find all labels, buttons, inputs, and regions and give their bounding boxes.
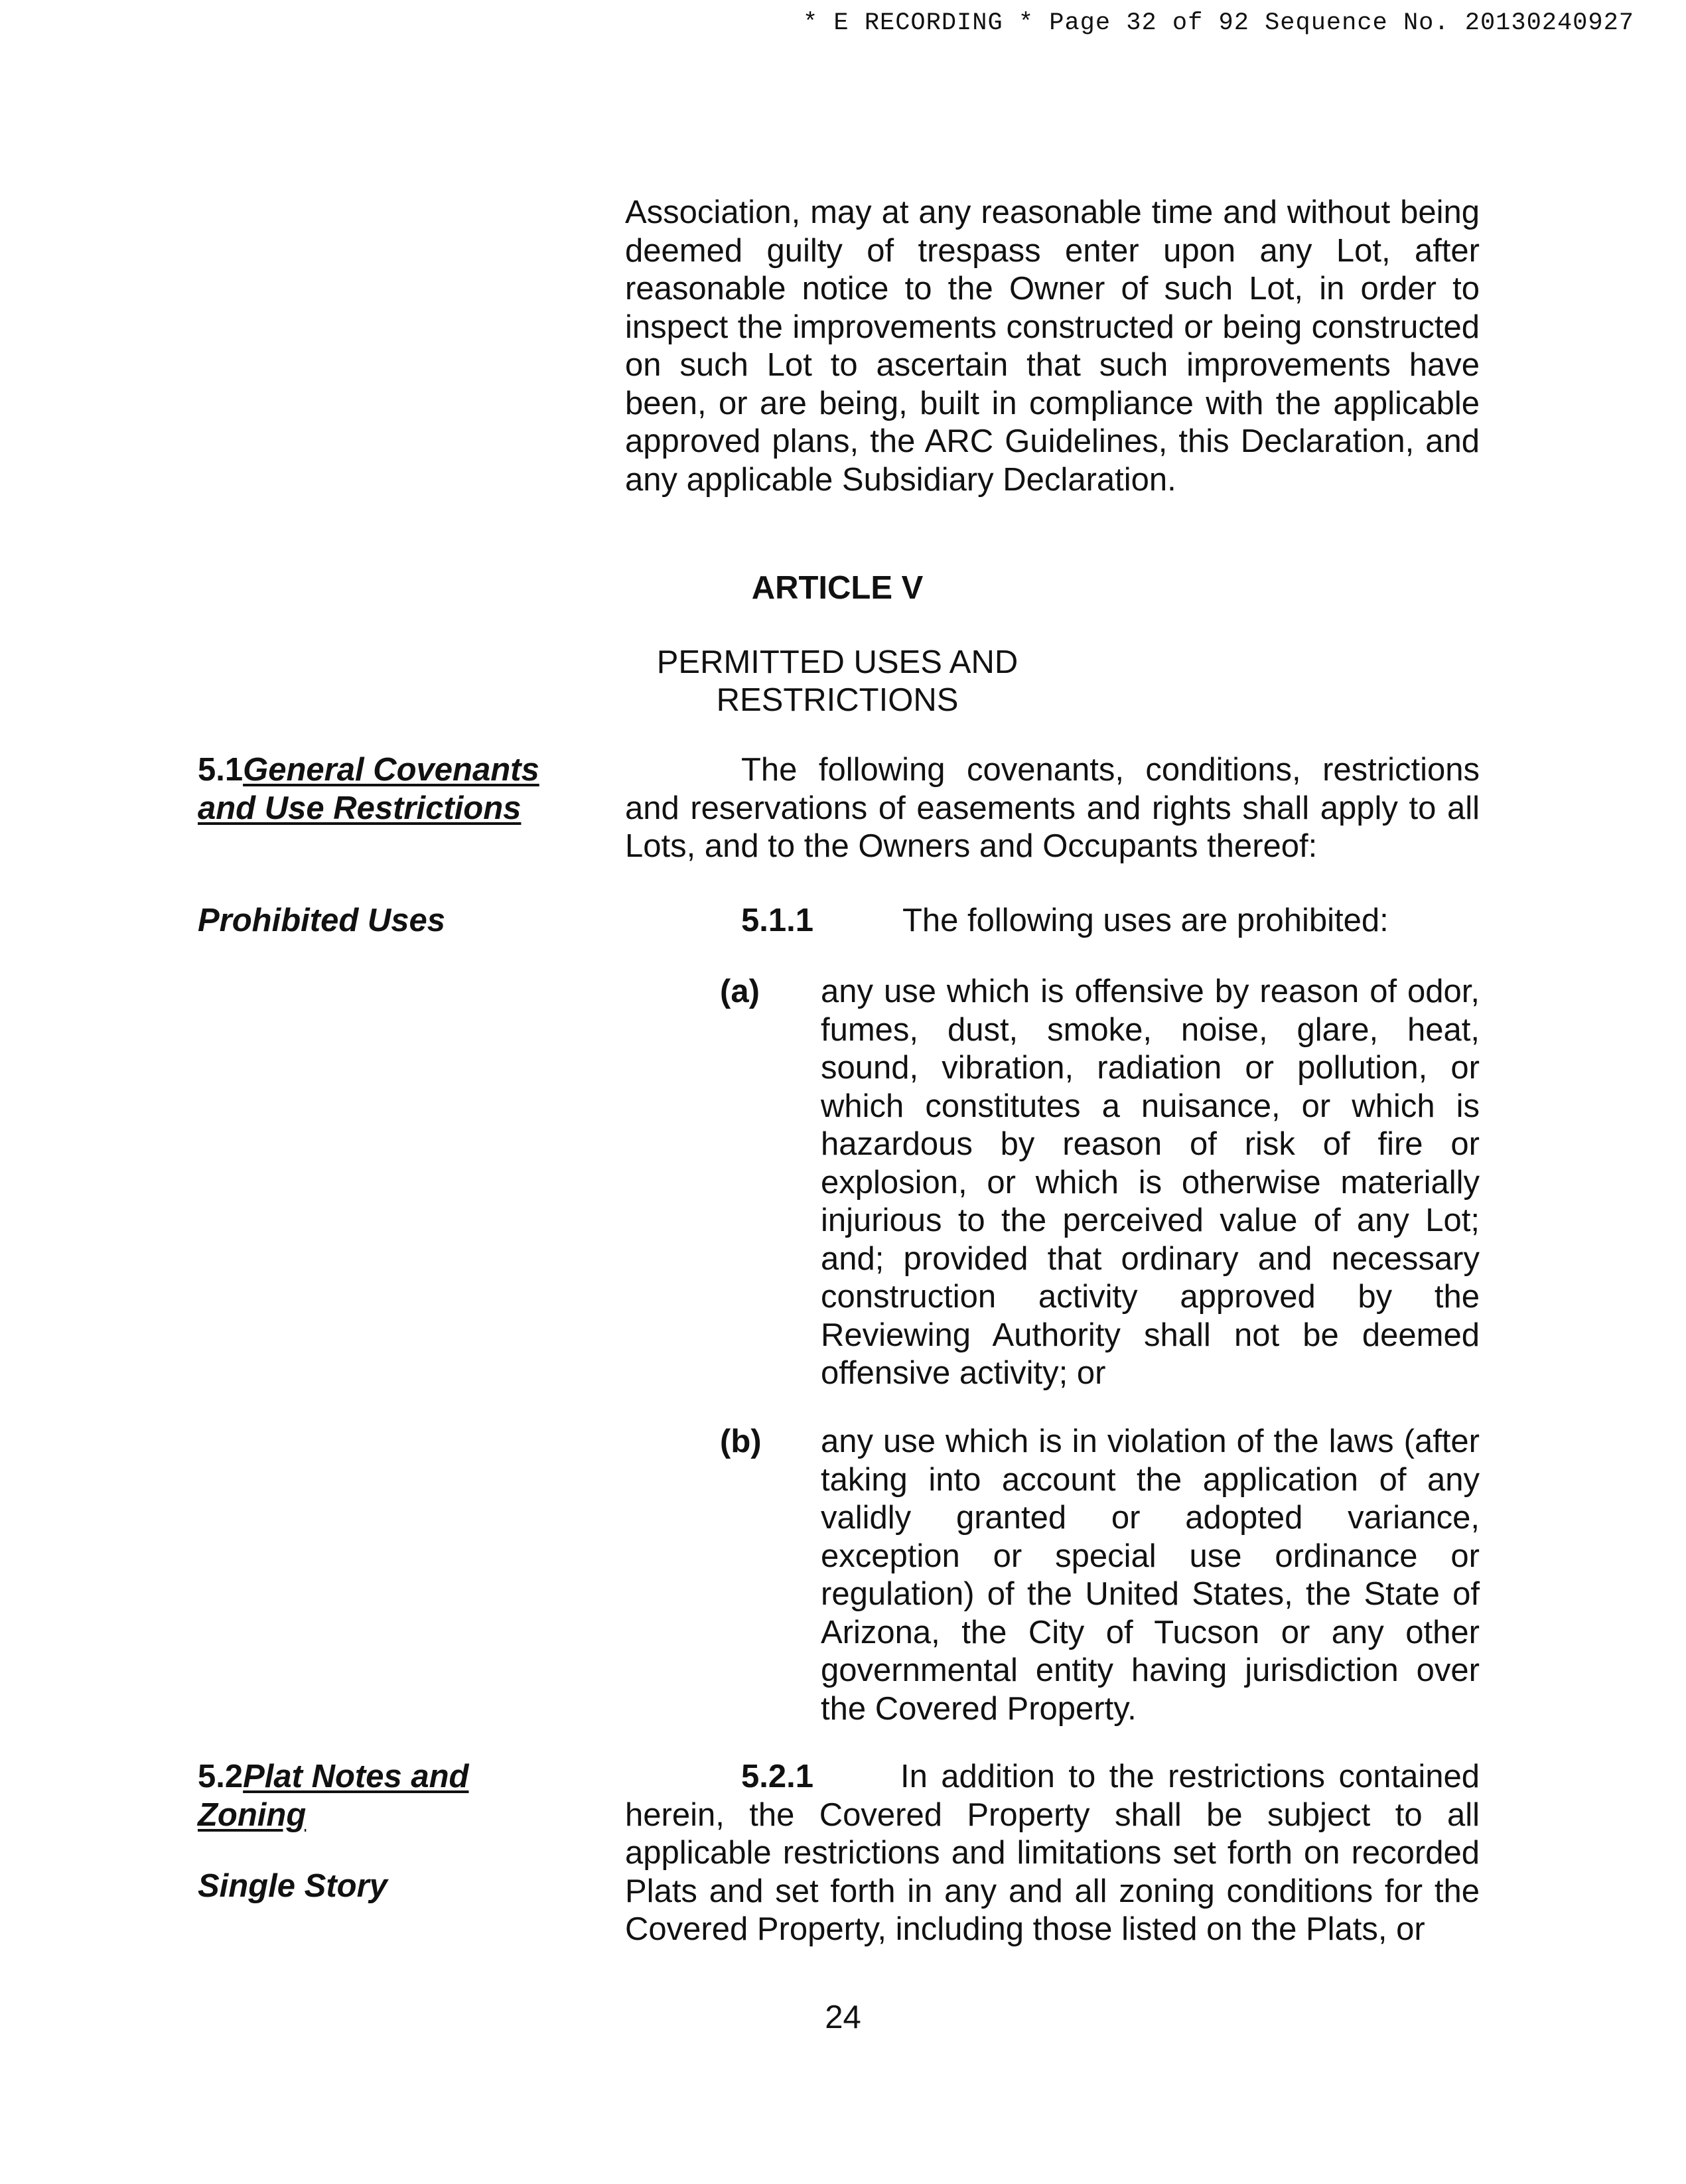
article-title-line1: PERMITTED USES AND xyxy=(656,644,1019,680)
article-number: ARTICLE V xyxy=(751,570,924,606)
section-5-2-1-paragraph xyxy=(625,1758,1480,1949)
continuation-paragraph: Association, may at any reasonable time and without being deemed guilty of trespass enter upon any Lot, after reasonable notice to the Owner of such Lot, in order to inspect the improvements constructed or being constructed on such Lot to ascertain that such improvements have been, or are being, built in compliance with the applicable approved plans, the ARC Guidelines, this Declaration, and any applicable Subsidiary Declaration. xyxy=(625,194,1480,498)
section-5-2-1-text: In addition to the restrictions contained herein, the Covered Property shall be subject to all applicable restrictions and limitations set forth on recorded Plats and set forth in any and all zoning conditions for the Covered Property, including those listed on the Plats, or xyxy=(625,1759,1480,1947)
article-title-line2: RESTRICTIONS xyxy=(716,682,959,718)
item-b-label: (b) xyxy=(720,1423,762,1459)
section-5-1-number: 5.1 xyxy=(198,752,244,788)
item-a-label: (a) xyxy=(720,974,760,1009)
section-5-1-paragraph xyxy=(625,751,1480,866)
section-5-1-paragraph-text: The following covenants, conditions, restrictions and reservations of easements and rights shall apply to all Lots, and to the Owners and Occupants thereof: xyxy=(625,752,1480,864)
page-number: 24 xyxy=(825,2000,861,2035)
section-5-1-1-number: 5.1.1 xyxy=(741,903,813,938)
recording-header: * E RECORDING * Page 32 of 92 Sequence No. 20130240927 xyxy=(803,9,1634,37)
section-5-2-heading-line2: Zoning xyxy=(198,1796,307,1833)
section-5-2-number: 5.2 xyxy=(198,1759,244,1794)
section-5-2-heading xyxy=(198,1758,569,1834)
section-5-1-heading-line1: General Covenants xyxy=(243,752,539,788)
section-5-1-heading xyxy=(198,751,569,828)
item-b-text: any use which is in violation of the laws (after taking into account the application of any validly granted or adopted variance, exception or special use ordinance or regulation) of the United States, the State of Arizona, the City of Tucson or any other governmental entity having jurisdiction over the Covered Property. xyxy=(821,1423,1480,1727)
section-5-2-heading-line1: Plat Notes and xyxy=(243,1759,469,1794)
section-5-1-heading-line2: and Use Restrictions xyxy=(198,790,522,826)
section-5-1-1-intro: The following uses are prohibited: xyxy=(902,903,1389,938)
section-5-2-1-number: 5.2.1 xyxy=(741,1759,813,1794)
item-a-text: any use which is offensive by reason of odor, fumes, dust, smoke, noise, glare, heat, sound, vibration, radiation or pollution, or which constitutes a nuisance, or which is hazardous by reason of risk of fire or explosion, or which is otherwise materially injurious to the perceived value of any Lot; and; provided that ordinary and necessary construction activity approved by the Reviewing Authority shall not be deemed offensive activity; or xyxy=(821,974,1480,1391)
prohibited-uses-heading: Prohibited Uses xyxy=(198,903,446,938)
single-story-heading: Single Story xyxy=(198,1868,387,1904)
